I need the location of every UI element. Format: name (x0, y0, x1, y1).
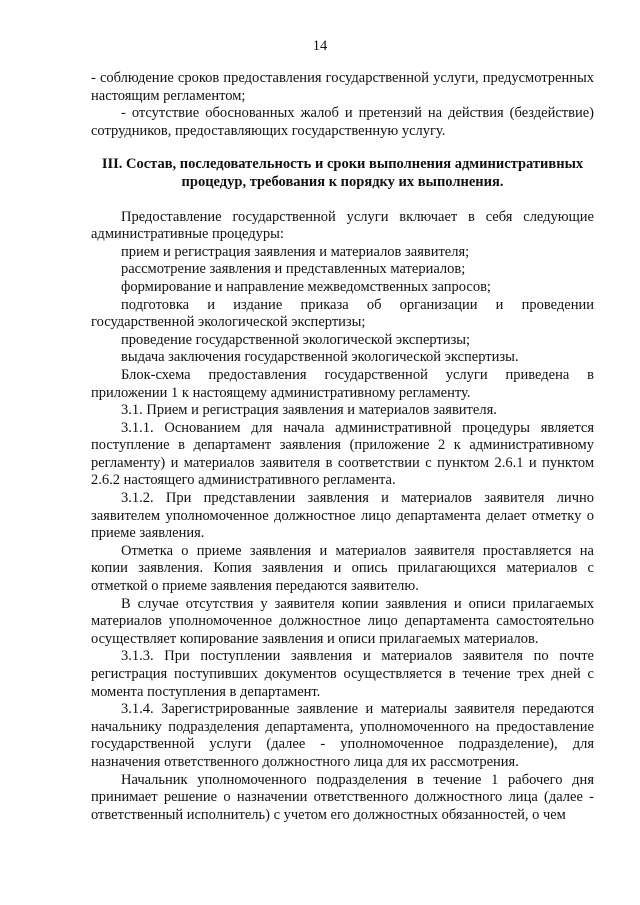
procedure-item: формирование и направление межведомственных запросов; (121, 278, 491, 295)
paragraph: 3.1.2. При представлении заявления и материалов заявителя лично заявителем уполномоченное должностное лицо департамента делает отметку о приеме заявления. (91, 490, 594, 542)
procedure-item: прием и регистрация заявления и материалов заявителя; (121, 243, 470, 260)
procedure-item: подготовка и издание приказа об организации и проведении государственной экологической экспертизы; (91, 296, 594, 331)
subsection-heading: 3.1. Прием и регистрация заявления и материалов заявителя. (121, 402, 497, 419)
paragraph: Предоставление государственной услуги включает в себя следующие административные процедуры: (91, 208, 594, 243)
paragraph: Отметка о приеме заявления и материалов заявителя проставляется на копии заявления. Копия заявления и опись прилагающихся материалов с отметкой о приеме заявления передаются заявителю. (91, 542, 594, 595)
list-item: - отсутствие обоснованных жалоб и претензий на действия (бездействие) сотрудников, предоставляющих государственную услугу. (91, 105, 594, 139)
paragraph: Блок-схема предоставления государственной услуги приведена в приложении 1 к настоящему административному регламенту. (91, 366, 594, 401)
procedure-item: рассмотрение заявления и представленных материалов; (121, 261, 466, 278)
paragraph: Начальник уполномоченного подразделения в течение 1 рабочего дня принимает решение о назначении ответственного должностного лица (далее - ответственный исполнитель) с учетом его должностных обязанностей, о чем (91, 771, 594, 823)
paragraph: 3.1.3. При поступлении заявления и материалов заявителя по почте регистрация поступивших документов осуществляется в течение трех дней с момента поступления в департамент. (91, 648, 594, 700)
paragraph: 3.1.1. Основанием для начала административной процедуры является поступление в департамент заявления (приложение 2 к административному регламенту) и материалов заявителя в соответствии с пунктом 2.6.1 и пунктом 2.6.2 настоящего административного регламента. (91, 419, 594, 489)
section-heading: III. Состав, последовательность и сроки выполнения административных процедур, требования к порядку их выполнения. (101, 156, 584, 190)
paragraph: В случае отсутствия у заявителя копии заявления и описи прилагаемых материалов уполномоченное должностное лицо департамента самостоятельно осуществляет копирование заявления и описи прилагаемых материалов. (91, 595, 594, 647)
procedure-item: выдача заключения государственной экологической экспертизы. (121, 349, 519, 366)
document-body (91, 70, 594, 824)
paragraph: 3.1.4. Зарегистрированные заявление и материалы заявителя передаются начальнику подразделения департамента, уполномоченного на предоставление государственной услуги (далее - уполномоченное подразделение), для назначения ответственного должностного лица для их рассмотрения. (91, 701, 594, 770)
procedure-item: проведение государственной экологической экспертизы; (121, 331, 471, 348)
page-number: 14 (312, 38, 328, 54)
list-item: - соблюдение сроков предоставления государственной услуги, предусмотренных настоящим регламентом; (91, 70, 594, 104)
